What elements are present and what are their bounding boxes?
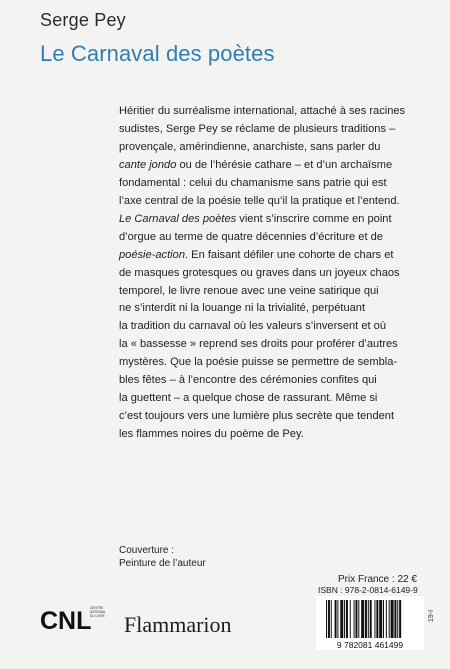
cnl-logo-text: CNL bbox=[40, 607, 92, 635]
cover-credit-value: Peinture de l’auteur bbox=[119, 558, 206, 569]
barcode-bar bbox=[368, 600, 369, 638]
blurb-line: fondamental : celui du chamanisme sans patrie qui est bbox=[119, 176, 387, 189]
publisher-logo: Flammarion bbox=[124, 612, 232, 637]
barcode-digits: 9 782081 461499 bbox=[336, 640, 404, 650]
barcode-bar bbox=[399, 600, 401, 638]
back-cover-blurb bbox=[119, 103, 416, 444]
barcode-bar bbox=[397, 600, 398, 638]
blurb-line: d’orgue au terme de quatre décennies d’écriture et de bbox=[119, 230, 383, 243]
barcode-bar bbox=[355, 600, 357, 638]
barcode-bar bbox=[391, 600, 394, 638]
barcode-bar bbox=[386, 600, 387, 638]
barcode-bar bbox=[354, 600, 355, 638]
blurb-line: provençale, amérindienne, anarchiste, sans parler du bbox=[119, 140, 381, 153]
barcode-bar bbox=[370, 600, 372, 638]
barcode-bar bbox=[374, 600, 375, 638]
blurb-italic: poésie-action bbox=[119, 248, 185, 261]
blurb-text: vient s’inscrire comme en point bbox=[236, 212, 392, 225]
barcode-bar bbox=[383, 600, 384, 638]
blurb-line: les flammes noires du poème de Pey. bbox=[119, 428, 304, 441]
blurb-line bbox=[119, 211, 416, 229]
barcode-bar bbox=[379, 600, 382, 638]
blurb-line: la « bassesse » reprend ses droits pour proférer d’autres bbox=[119, 338, 398, 351]
barcode-bar bbox=[337, 600, 338, 638]
blurb-text: ou de l’hérésie cathare – et d’un archaïsme bbox=[176, 158, 393, 171]
cnl-logo-subtext bbox=[90, 606, 106, 618]
blurb-line: Héritier du surréalisme international, attaché à ses racines bbox=[119, 105, 406, 117]
barcode bbox=[316, 596, 424, 650]
blurb-line bbox=[119, 247, 416, 265]
blurb-text: . En faisant défiler une cohorte de chars et bbox=[185, 248, 394, 261]
barcode-bar bbox=[394, 600, 396, 638]
blurb-italic: Le Carnaval des poètes bbox=[119, 212, 237, 225]
side-code: 19-I bbox=[428, 609, 435, 622]
barcode-bar bbox=[350, 600, 351, 638]
barcode-bar bbox=[361, 600, 364, 638]
blurb-line: l’axe central de la poésie telle qu’il la pratique et l’entend. bbox=[119, 194, 400, 207]
blurb-line: temporel, le livre renoue avec une veine satirique qui bbox=[119, 284, 379, 297]
svg-text:DU LIVRE: DU LIVRE bbox=[90, 614, 105, 618]
blurb-line: sudistes, Serge Pey se réclame de plusieurs traditions – bbox=[119, 122, 396, 135]
barcode-bar bbox=[326, 600, 327, 638]
barcode-bar bbox=[328, 600, 330, 638]
blurb-line: bles fêtes – à l’encontre des cérémonies confites qui bbox=[119, 374, 377, 387]
barcode-bar bbox=[346, 600, 348, 638]
barcode-bar bbox=[358, 600, 359, 638]
cnl-logo bbox=[40, 604, 104, 634]
barcode-bar bbox=[335, 600, 337, 638]
blurb-line: c’est toujours vers une lumière plus secrète que tendent bbox=[119, 410, 395, 423]
blurb-line: la guettent – a quelque chose de rassurant. Même si bbox=[119, 392, 378, 405]
barcode-bar bbox=[365, 600, 367, 638]
svg-text:NATIONAL: NATIONAL bbox=[90, 610, 106, 614]
cnl-logo-subtext-line: CENTRE bbox=[90, 606, 104, 610]
author-name: Serge Pey bbox=[40, 10, 126, 30]
barcode-bar bbox=[344, 600, 345, 638]
barcode-bar bbox=[331, 600, 332, 638]
barcode-bar bbox=[389, 600, 390, 638]
barcode-bar bbox=[340, 600, 343, 638]
isbn-label: ISBN : 978-2-0814-6149-9 bbox=[318, 585, 418, 595]
cover-credit-label: Couverture : bbox=[119, 545, 175, 556]
blurb-italic: cante jondo bbox=[119, 158, 177, 171]
blurb-line: ne s’interdit ni la louange ni la trivialité, perpétuant bbox=[119, 302, 366, 315]
blurb-line bbox=[119, 157, 416, 175]
blurb-line: de masques grotesques ou graves dans un joyeux chaos bbox=[119, 266, 400, 279]
cover-credit bbox=[119, 544, 206, 570]
blurb-line: mystères. Que la poésie puisse se permettre de sembla- bbox=[119, 356, 398, 369]
book-title: Le Carnaval des poètes bbox=[40, 41, 275, 66]
price-label: Prix France : 22 € bbox=[338, 574, 417, 585]
blurb-line: la tradition du carnaval où les valeurs s’inversent et où bbox=[119, 320, 387, 333]
barcode-bar bbox=[376, 600, 378, 638]
